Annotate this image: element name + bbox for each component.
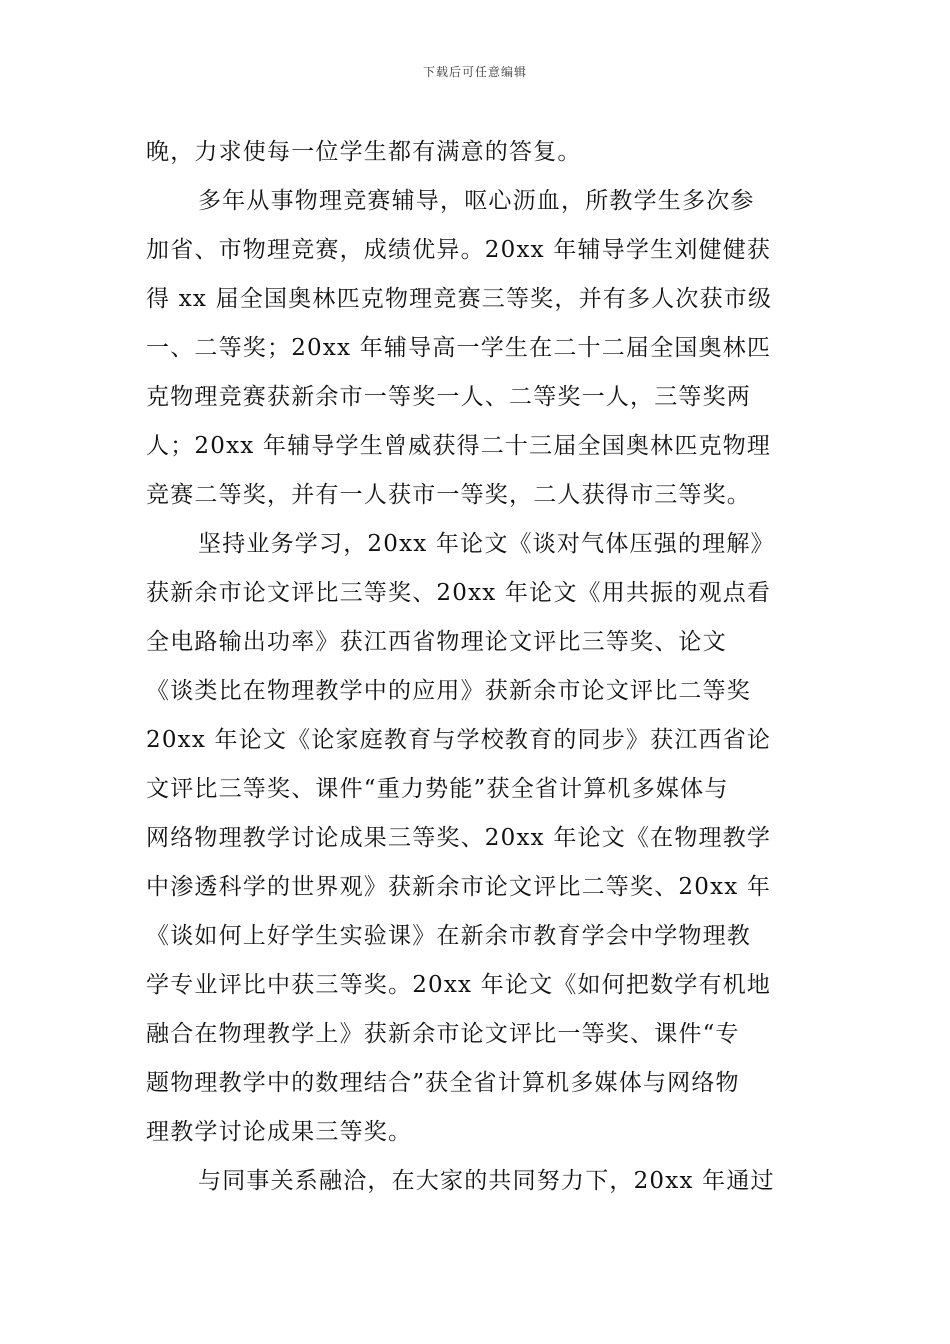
text-line: 克物理竞赛获新余市一等奖一人、二等奖一人，三等奖两 [146,384,751,410]
text-line: 中渗透科学的世界观》获新余市论文评比二等奖、20xx 年 [146,874,772,900]
text-line: 晚，力求使每一位学生都有满意的答复。 [146,139,582,165]
text-line: 加省、市物理竞赛，成绩优异。20xx 年辅导学生刘健健获 [146,237,772,263]
text-line: 一、二等奖；20xx 年辅导高一学生在二十二届全国奥林匹 [146,335,772,361]
text-line: 得 xx 届全国奥林匹克物理竞赛三等奖，并有多人次获市级 [146,286,773,312]
body-text [146,128,806,1206]
text-line: 竞赛二等奖，并有一人获市一等奖，二人获得市三等奖。 [146,482,751,508]
text-line: 全电路输出功率》获江西省物理论文评比三等奖、论文 [146,629,727,655]
text-line: 题物理教学中的数理结合”获全省计算机多媒体与网络物 [146,1070,740,1096]
text-line: 《谈类比在物理教学中的应用》获新余市论文评比二等奖 [146,678,751,704]
text-line: 融合在物理教学上》获新余市论文评比一等奖、课件“专 [146,1021,740,1047]
text-line: 《谈如何上好学生实验课》在新余市教育学会中学物理教 [146,923,751,949]
text-line: 文评比三等奖、课件“重力势能”获全省计算机多媒体与 [146,776,729,802]
text-line: 20xx 年论文《论家庭教育与学校教育的同步》获江西省论 [146,727,772,753]
text-line: 与同事关系融洽，在大家的共同努力下，20xx 年通过 [198,1168,775,1194]
page-header: 下载后可任意编辑 [422,65,527,79]
text-line: 网络物理教学讨论成果三等奖、20xx 年论文《在物理教学 [146,825,772,851]
text-line: 理教学讨论成果三等奖。 [146,1119,413,1145]
text-line: 学专业评比中获三等奖。20xx 年论文《如何把数学有机地 [146,972,772,998]
text-line: 获新余市论文评比三等奖、20xx 年论文《用共振的观点看 [146,580,772,606]
text-line: 坚持业务学习，20xx 年论文《谈对气体压强的理解》 [198,531,775,557]
text-line: 人；20xx 年辅导学生曾威获得二十三届全国奥林匹克物理 [146,433,772,459]
text-line: 多年从事物理竞赛辅导，呕心沥血，所教学生多次参 [198,188,755,214]
